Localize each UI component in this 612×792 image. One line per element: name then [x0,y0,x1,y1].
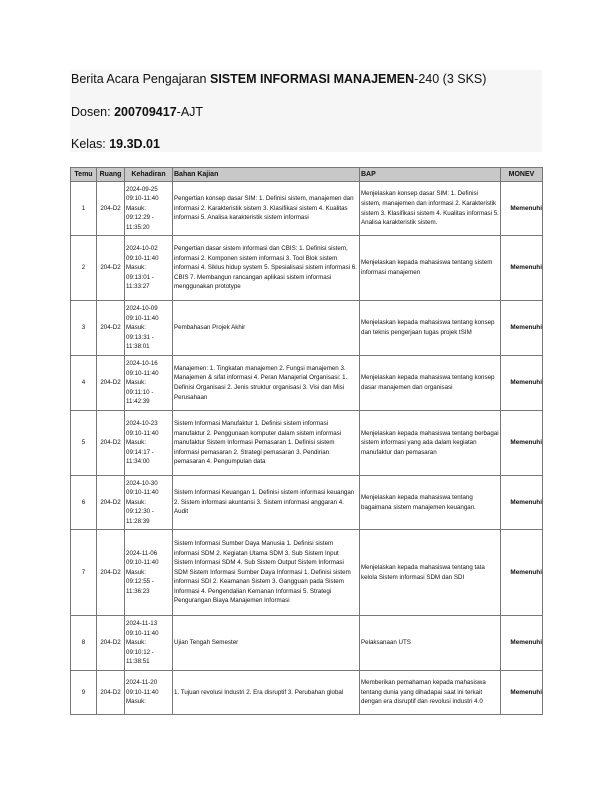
table-row [71,476,543,530]
cell-bahan-kajian: 1. Tujuan revolusi Industri 2. Era disruptif 3. Perubahan global [173,671,360,715]
cell-monev: Memenuhi [501,476,543,530]
cell-kehadiran: 2024-10-09 09:10-11:40 Masuk: 09:13:31 - 11:38:01 [125,301,173,356]
table-row [71,356,543,411]
lecturer-id: 200709417 [114,105,177,119]
col-header-bahan-kajian: Bahan Kajian [173,168,360,182]
cell-temu: 4 [71,356,97,411]
col-header-kehadiran: Kehadiran [125,168,173,182]
cell-ruang: 204-D2 [97,411,125,476]
col-header-temu: Temu [71,168,97,182]
cell-ruang: 204-D2 [97,182,125,236]
class-line [71,137,160,151]
cell-monev: Memenuhi [501,411,543,476]
cell-bahan-kajian: Pembahasan Projek Akhir [173,301,360,356]
col-header-ruang: Ruang [97,168,125,182]
cell-monev: Memenuhi [501,356,543,411]
cell-kehadiran: 2024-10-16 09:10-11:40 Masuk: 09:11:10 - 11:42:39 [125,356,173,411]
cell-ruang: 204-D2 [97,671,125,715]
table-header-row [71,168,543,182]
title-prefix: Berita Acara Pengajaran [71,72,210,86]
cell-monev: Memenuhi [501,616,543,671]
cell-bap: Pelaksanaan UTS [360,616,501,671]
cell-kehadiran: 2024-11-20 09:10-11:40 Masuk: [125,671,173,715]
cell-kehadiran: 2024-11-06 09:10-11:40 Masuk: 09:12:55 - 11:36:23 [125,530,173,616]
table-row [71,411,543,476]
cell-temu: 9 [71,671,97,715]
cell-monev: Memenuhi [501,182,543,236]
col-header-bap: BAP [360,168,501,182]
cell-bap: Menjelaskan kepada mahasiswa tentang konsep dan teknis pengerjaan tugas projek tSIM [360,301,501,356]
cell-ruang: 204-D2 [97,530,125,616]
cell-ruang: 204-D2 [97,301,125,356]
cell-ruang: 204-D2 [97,356,125,411]
cell-temu: 2 [71,236,97,301]
col-header-monev: MONEV [501,168,543,182]
cell-bap: Menjelaskan kepada mahasiswa tentang sistem informasi manajemen [360,236,501,301]
cell-bahan-kajian: Sistem Informasi Keuangan 1. Definisi sistem informasi keuangan 2. Sistem informasi akuntansi 3. Sistem informasi anggaran 4. Audit [173,476,360,530]
title-line [71,72,486,86]
class-value: 19.3D.01 [109,137,160,151]
cell-bahan-kajian: Sistem Informasi Manufaktur 1. Definisi sistem informasi manufaktur 2. Penggunaan komputer dalam sistem informasi manufaktur Sistem Informasi Pemasaran 1. Definisi sistem informasi pemasaran 2. Strategi pemasaran 3. Pendirian pemasaran 4. Pengumpulan data [173,411,360,476]
cell-bap: Menjelaskan kepada mahasiswa tentang konsep dasar manajemen dan organisasi [360,356,501,411]
lecturer-suffix: -AJT [176,105,204,119]
course-name: SISTEM INFORMASI MANAJEMEN [209,72,415,86]
table-row [71,616,543,671]
cell-kehadiran: 2024-10-23 09:10-11:40 Masuk: 09:14:17 - 11:34:00 [125,411,173,476]
cell-bahan-kajian: Manajemen: 1. Tingkatan manajemen 2. Fungsi manajemen 3. Manajemen & sifat informasi 4. Peran Manajerial Organisasi: 1. Definisi Organisasi 2. Jenis struktur organisasi 3. Visi dan Misi Perusahaan [173,356,360,411]
cell-bahan-kajian: Ujian Tengah Semester [173,616,360,671]
lecturer-line [71,105,203,119]
cell-kehadiran: 2024-10-02 09:10-11:40 Masuk: 09:13:01 - 11:33:27 [125,236,173,301]
table-row [71,182,543,236]
cell-bap: Menjelaskan kepada mahasiswa tentang bagaimana sistem manajemen keuangan. [360,476,501,530]
document-header [70,70,542,152]
cell-kehadiran: 2024-09-25 09:10-11:40 Masuk: 09:12:29 - 11:35:20 [125,182,173,236]
cell-temu: 6 [71,476,97,530]
cell-monev: Memenuhi [501,301,543,356]
cell-temu: 1 [71,182,97,236]
cell-bahan-kajian: Sistem Informasi Sumber Daya Manusia 1. Definisi sistem informasi SDM 2. Kegiatan Utama SDM 3. Sub Sistem Input Sistem Informasi SDM 4. Sub Sistem Output Sistem Informasi SDM Sistem Informasi Sumber Daya Informasi 1. Definisi sistem informasi SDI 2. Keamanan Sistem 3. Gangguan pada Sistem Informasi 4. Pengendalian Kemanan Informasi 5. Strategi Pengurangan Biaya Manajemen Informasi [173,530,360,616]
cell-ruang: 204-D2 [97,236,125,301]
cell-temu: 3 [71,301,97,356]
cell-monev: Memenuhi [501,671,543,715]
cell-bap: Menjelaskan kepada mahasiswa tentang tata kelola Sistem informasi SDM dan SDI [360,530,501,616]
lecturer-label: Dosen: [71,105,115,119]
table-row [71,530,543,616]
cell-monev: Memenuhi [501,236,543,301]
cell-bahan-kajian: Pengertian dasar sistem informasi dan CBIS: 1. Definisi sistem, informasi 2. Komponen sistem informasi 3. Tool Blok sistem informasi 4. Siklus hidup system 5. Spesialisasi sistem informasi 6. CBIS 7. Membangun rancangan aplikasi sistem informasi menggunakan prototype [173,236,360,301]
cell-temu: 5 [71,411,97,476]
cell-temu: 7 [71,530,97,616]
table-row [71,236,543,301]
cell-bap: Menjelaskan konsep dasar SIM: 1. Definisi sistem, manajemen dan informasi 2. Karakteristik sistem 3. Klasifikasi sistem 4. Kualitas informasi 5. Analisa karakteristik sistem. [360,182,501,236]
table-row [71,671,543,715]
cell-kehadiran: 2024-10-30 09:10-11:40 Masuk: 09:12:30 - 11:28:39 [125,476,173,530]
cell-bap: Menjelaskan kepada mahasiswa tentang berbagai sistem informasi yang ada dalam kegiatan manufaktur dan pemasaran [360,411,501,476]
class-label: Kelas: [71,137,110,151]
cell-monev: Memenuhi [501,530,543,616]
cell-bahan-kajian: Pengertian konsep dasar SIM: 1. Definisi sistem, manajemen dan informasi 2. Karakteristik sistem 3. Klasifikasi sistem 4. Kualitas informasi 5. Analisa karakteristik sistem informasi [173,182,360,236]
table-row [71,301,543,356]
cell-ruang: 204-D2 [97,476,125,530]
course-suffix: -240 (3 SKS) [414,72,487,86]
cell-kehadiran: 2024-11-13 09:10-11:40 Masuk: 09:10:12 - 11:38:51 [125,616,173,671]
cell-temu: 8 [71,616,97,671]
cell-ruang: 204-D2 [97,616,125,671]
meetings-table [70,167,543,715]
cell-bap: Memberikan pemahaman kepada mahasiswa tentang dunia yang dihadapai saat ini terkait dengan era disruptif dan revolusi industri 4.0 [360,671,501,715]
